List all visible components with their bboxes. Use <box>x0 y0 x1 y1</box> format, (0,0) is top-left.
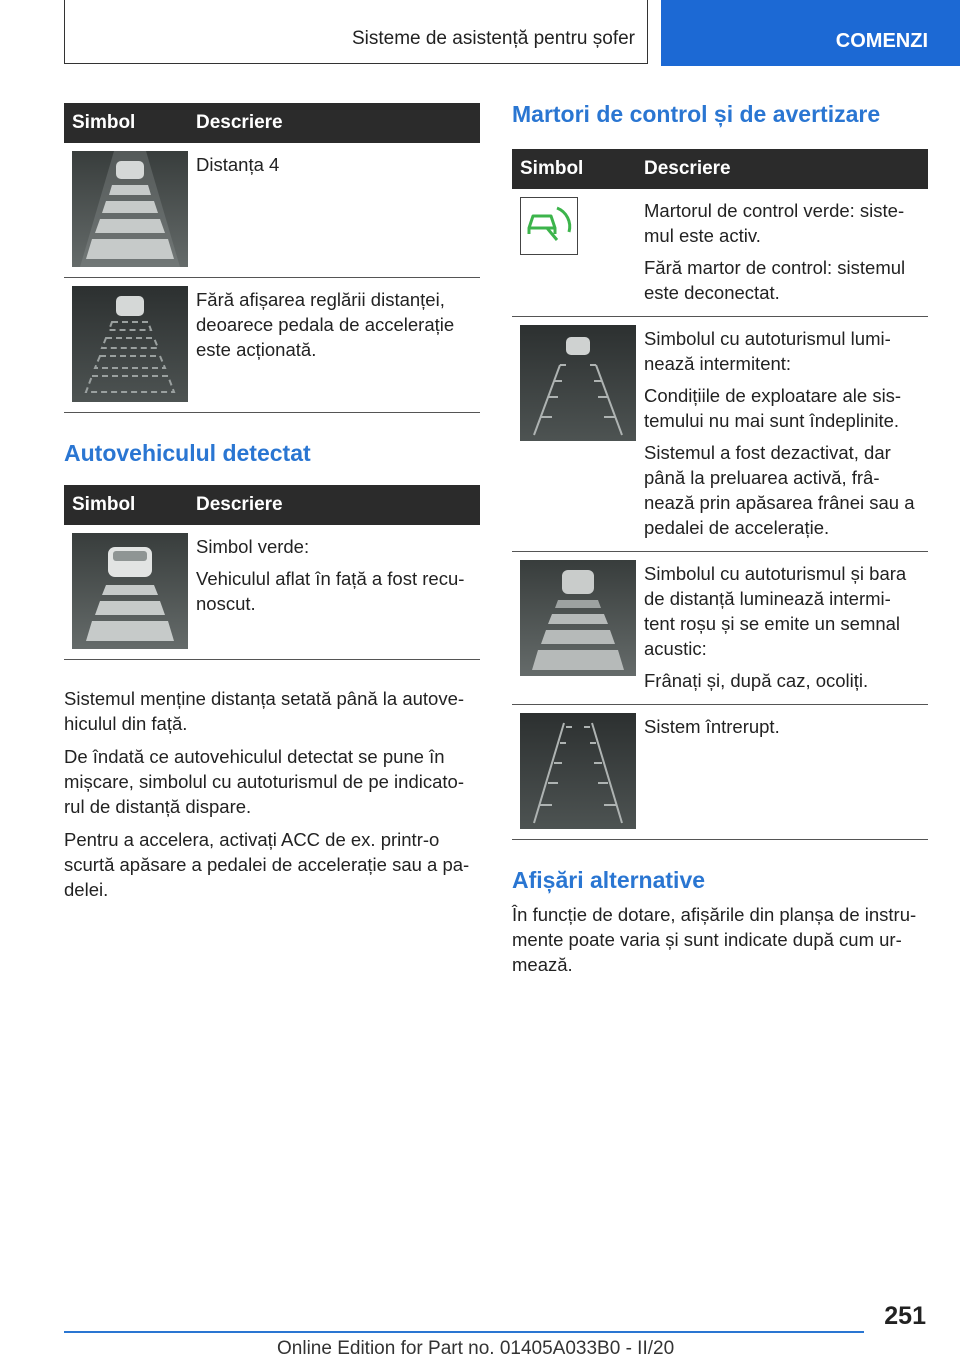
col-header-symbol: Simbol <box>64 103 188 143</box>
description-cell: Distanța 4 <box>188 143 480 278</box>
chapter-title: Sisteme de asistență pentru șofer <box>351 28 635 49</box>
symbol-table-distance <box>64 103 480 413</box>
left-column <box>64 103 480 910</box>
acc-green-indicator-icon <box>520 197 578 255</box>
vehicle-detected-icon <box>72 533 188 649</box>
body-text <box>64 686 480 902</box>
table-row <box>512 189 928 317</box>
paragraph: Pentru a accelera, activați ACC de ex. printr-o scurtă apăsare a pedalei de accelerație sau a pa-delei. <box>64 829 470 900</box>
page-number: 251 <box>884 1302 926 1330</box>
paragraph: Sistemul menține distanța setată până la autove-hiculul din față. <box>64 688 465 734</box>
edition-text: Online Edition for Part no. 01405A033B0 - II/20 <box>277 1338 675 1359</box>
table-row <box>512 317 928 552</box>
distance-4-icon <box>72 151 188 267</box>
header-frame <box>64 0 648 64</box>
car-bar-red-icon <box>520 560 636 676</box>
table-row <box>64 143 480 278</box>
table-row <box>512 705 928 840</box>
symbol-table-indicators <box>512 149 928 840</box>
section-title-indicators: Martori de control și de avertizare <box>512 101 881 127</box>
paragraph: De îndată ce autovehiculul detectat se pune în mișcare, simbolul cu autoturismul de pe indicato-rul de distanță dispare. <box>64 746 464 817</box>
description-cell: Simbolul cu autoturismul și bara de distanță luminează intermi-tent roșu și se emite un semnal acustic: Frânați și, după caz, ocoliți. <box>636 552 928 705</box>
table-row <box>64 525 480 660</box>
col-header-symbol: Simbol <box>64 485 188 525</box>
description-cell: Simbolul cu autoturismul lumi-nează intermitent: Condițiile de exploatare ale sis-temului nu mai sunt îndeplinite. Sistemul a fost dezactivat, dar până la preluarea activă, frâ-nează prin apăsarea frânei sau a pedalei de accelerație. <box>636 317 928 552</box>
symbol-table-vehicle <box>64 485 480 660</box>
footer-divider <box>64 1331 864 1333</box>
col-header-symbol: Simbol <box>512 149 636 189</box>
description-cell: Fără afișarea reglării distanței, deoarece pedala de accelerație este acționată. <box>188 278 480 413</box>
no-distance-adjust-icon <box>72 286 188 402</box>
section-tab[interactable]: COMENZI <box>661 0 960 66</box>
description-cell: Martorul de control verde: siste-mul este activ. Fără martor de control: sistemul este deconectat. <box>636 189 928 317</box>
table-row <box>512 552 928 705</box>
col-header-description: Descriere <box>188 485 480 525</box>
description-cell: Sistem întrerupt. <box>636 705 928 840</box>
section-title-alternative: Afișări alternative <box>512 867 706 893</box>
section-title-vehicle-detected: Autovehiculul detectat <box>64 440 311 466</box>
table-row <box>64 278 480 413</box>
system-interrupted-icon <box>520 713 636 829</box>
col-header-description: Descriere <box>636 149 928 189</box>
right-column <box>512 100 928 985</box>
description-cell: Simbol verde: Vehiculul aflat în față a fost recu-noscut. <box>188 525 480 660</box>
col-header-description: Descriere <box>188 103 480 143</box>
paragraph: În funcție de dotare, afișările din planșa de instru-mente poate varia și sunt indicate după cum ur-mează. <box>512 904 917 975</box>
car-flashing-icon <box>520 325 636 441</box>
